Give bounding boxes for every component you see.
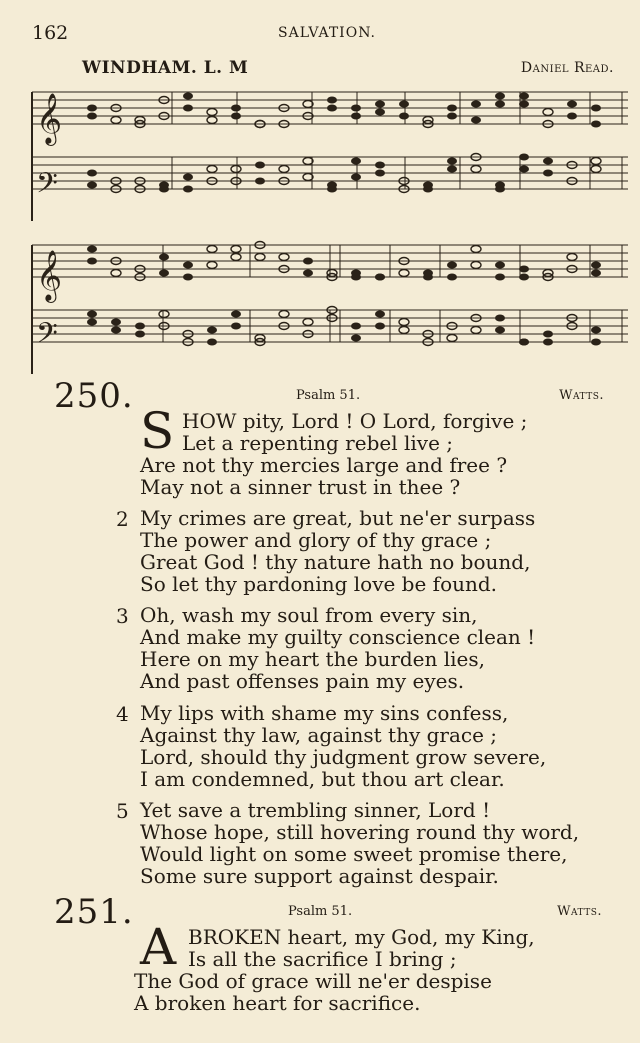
note-head <box>351 158 361 165</box>
note-head <box>375 101 385 108</box>
note-head <box>591 262 601 269</box>
note-head <box>87 113 97 120</box>
note-head <box>351 113 361 120</box>
note-head <box>567 254 577 261</box>
note-head <box>207 327 217 334</box>
verse-number: 4 <box>116 702 129 726</box>
note-head <box>207 109 217 116</box>
note-head <box>303 319 313 326</box>
note-head <box>87 319 97 326</box>
hymn-number: 250. <box>54 376 134 416</box>
note-head <box>471 246 481 253</box>
note-head <box>495 327 505 334</box>
note-head <box>135 331 145 338</box>
note-head <box>279 166 289 173</box>
verse-line: The power and glory of thy grace ; <box>140 528 492 552</box>
note-head <box>567 101 577 108</box>
verse-line: I am condemned, but thou art clear. <box>140 767 505 791</box>
note-head <box>279 311 289 318</box>
note-head <box>471 101 481 108</box>
note-head <box>495 186 505 193</box>
note-head <box>471 262 481 269</box>
verse-line: Some sure support against despair. <box>140 864 499 888</box>
verse-line: Is all the sacrifice I bring ; <box>188 947 457 971</box>
verse-line: Oh, wash my soul from every sin, <box>140 603 478 627</box>
bass-clef-icon: 𝄢 <box>36 317 58 357</box>
note-head <box>183 174 193 181</box>
note-head <box>447 166 457 173</box>
tune-name: WINDHAM. L. M <box>82 58 249 78</box>
note-head <box>351 323 361 330</box>
note-head <box>447 262 457 269</box>
verse-line: And past offenses pain my eyes. <box>140 669 465 693</box>
hymn-number: 251. <box>54 892 134 932</box>
note-head <box>495 274 505 281</box>
verse-line: A broken heart for sacrifice. <box>134 991 421 1015</box>
verse-line: The God of grace will ne'er despise <box>134 969 492 993</box>
verse-line: Lord, should thy judgment grow severe, <box>140 745 547 769</box>
note-head <box>399 319 409 326</box>
barlines <box>32 92 622 374</box>
note-head <box>231 105 241 112</box>
note-head <box>447 274 457 281</box>
note-head <box>87 170 97 177</box>
drop-cap: A <box>140 918 177 976</box>
note-head <box>231 323 241 330</box>
note-head <box>279 254 289 261</box>
note-head <box>87 258 97 265</box>
note-head <box>255 254 265 261</box>
verse-line: My crimes are great, but ne'er surpass <box>140 506 536 530</box>
note-head <box>447 105 457 112</box>
note-head <box>375 170 385 177</box>
note-head <box>543 158 553 165</box>
note-head <box>231 113 241 120</box>
verse-line: Here on my heart the burden lies, <box>140 647 486 671</box>
note-head <box>351 105 361 112</box>
note-head <box>351 274 361 281</box>
note-head <box>447 158 457 165</box>
note-head <box>495 315 505 322</box>
note-head <box>543 331 553 338</box>
verse-line: Against thy law, against thy grace ; <box>140 723 498 747</box>
note-head <box>183 105 193 112</box>
note-head <box>231 254 241 261</box>
note-head <box>303 258 313 265</box>
note-head <box>327 97 337 104</box>
note-head <box>399 327 409 334</box>
hymn-source: Psalm 51. <box>288 904 353 919</box>
verse-line: Let a repenting rebel live ; <box>182 431 453 455</box>
note-head <box>183 186 193 193</box>
treble-clef-icon: 𝄞 <box>36 250 63 301</box>
note-head <box>447 335 457 342</box>
staff-lines <box>32 92 628 342</box>
note-head <box>375 109 385 116</box>
verse-line: Whose hope, still hovering round thy word, <box>140 820 580 844</box>
verse-line: Would light on some sweet promise there, <box>140 842 568 866</box>
running-title: SALVATION. <box>278 25 376 41</box>
note-head <box>231 311 241 318</box>
note-head <box>567 113 577 120</box>
hymn-source: Psalm 51. <box>296 388 361 403</box>
note-head <box>375 323 385 330</box>
note-head <box>495 93 505 100</box>
note-head <box>591 270 601 277</box>
note-head <box>87 246 97 253</box>
note-head <box>591 339 601 346</box>
note-head <box>351 174 361 181</box>
note-head <box>183 274 193 281</box>
verse-line: May not a sinner trust in thee ? <box>140 475 461 499</box>
note-head <box>399 113 409 120</box>
note-head <box>423 274 433 281</box>
note-head <box>135 323 145 330</box>
music-score <box>0 0 640 380</box>
note-head <box>183 262 193 269</box>
verse-line: So let thy pardoning love be found. <box>140 572 498 596</box>
note-head <box>495 101 505 108</box>
note-head <box>207 339 217 346</box>
note-head <box>543 170 553 177</box>
note-head <box>471 117 481 124</box>
note-head <box>327 105 337 112</box>
note-head <box>375 162 385 169</box>
verse-line: My lips with shame my sins confess, <box>140 701 509 725</box>
note-head <box>399 101 409 108</box>
note-head <box>207 166 217 173</box>
note-head <box>207 117 217 124</box>
note-head <box>471 327 481 334</box>
hymn-author: Watts. <box>557 904 602 919</box>
note-head <box>159 254 169 261</box>
note-head <box>111 117 121 124</box>
note-head <box>255 162 265 169</box>
note-head <box>159 270 169 277</box>
hymn-author: Watts. <box>559 388 604 403</box>
verse-line: Great God ! thy nature hath no bound, <box>140 550 531 574</box>
note-head <box>183 93 193 100</box>
note-head <box>591 158 601 165</box>
note-head <box>111 327 121 334</box>
verse-line: And make my guilty conscience clean ! <box>140 625 536 649</box>
notes <box>87 93 601 346</box>
note-head <box>591 105 601 112</box>
note-head <box>207 246 217 253</box>
note-head <box>159 311 169 318</box>
note-head <box>231 166 241 173</box>
note-head <box>159 186 169 193</box>
note-head <box>471 166 481 173</box>
drop-cap: S <box>140 402 175 460</box>
verse-line: Yet save a trembling sinner, Lord ! <box>140 798 491 822</box>
note-head <box>111 270 121 277</box>
bass-clef-icon: 𝄢 <box>36 167 58 207</box>
note-head <box>207 262 217 269</box>
verse-number: 3 <box>116 604 129 628</box>
note-head <box>87 105 97 112</box>
note-head <box>351 335 361 342</box>
note-head <box>423 186 433 193</box>
note-head <box>543 339 553 346</box>
note-head <box>375 311 385 318</box>
note-head <box>591 166 601 173</box>
note-head <box>87 311 97 318</box>
verse-line: Are not thy mercies large and free ? <box>140 453 508 477</box>
verse-number: 5 <box>116 799 129 823</box>
treble-clef-icon: 𝄞 <box>36 93 63 144</box>
note-head <box>591 121 601 128</box>
note-head <box>87 182 97 189</box>
note-head <box>495 262 505 269</box>
verse-number: 2 <box>116 507 129 531</box>
note-head <box>327 186 337 193</box>
verse-line: BROKEN heart, my God, my King, <box>188 925 535 949</box>
note-head <box>591 327 601 334</box>
note-head <box>231 246 241 253</box>
tune-composer: Daniel Read. <box>520 60 614 76</box>
verse-line: HOW pity, Lord ! O Lord, forgive ; <box>182 409 528 433</box>
note-head <box>111 319 121 326</box>
note-head <box>399 270 409 277</box>
note-head <box>255 178 265 185</box>
page-number: 162 <box>32 22 69 44</box>
note-head <box>447 113 457 120</box>
note-head <box>303 270 313 277</box>
note-head <box>543 109 553 116</box>
note-head <box>375 274 385 281</box>
